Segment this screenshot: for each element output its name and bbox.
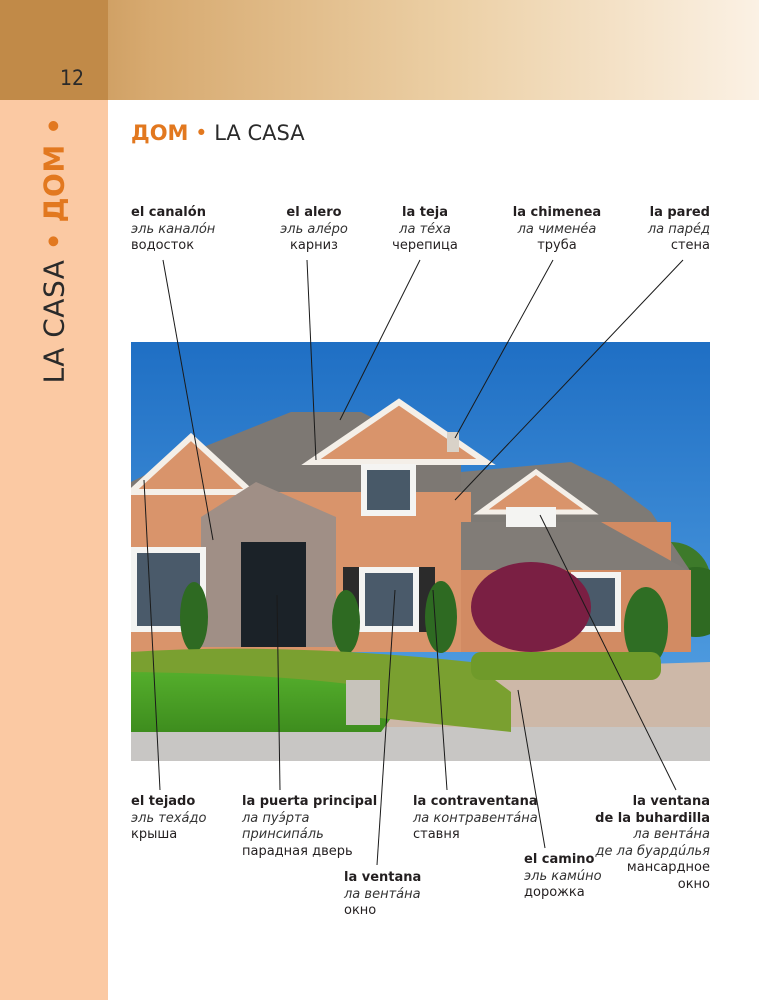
- section-title-es: LA CASA: [214, 121, 305, 145]
- leader-puerta: [277, 595, 280, 790]
- label-contraventana: la contraventana ла контравентáна ставня: [413, 794, 538, 842]
- side-title-separator: •: [37, 231, 71, 251]
- leader-alero: [307, 260, 316, 460]
- label-canalon: el canalón эль каналóн водосток: [131, 205, 216, 253]
- label-tejado: el tejado эль техáдо крыша: [131, 794, 207, 842]
- label-teja: la teja ла тéха черепица: [392, 205, 458, 253]
- leader-buhardilla: [540, 515, 676, 790]
- label-camino: el camino эль камúно дорожка: [524, 852, 602, 900]
- side-title-es: LA CASA: [37, 259, 71, 384]
- label-pared: la pared ла парéд стена: [647, 205, 710, 253]
- leader-contraventana: [433, 590, 447, 790]
- side-title-separator-2: •: [37, 116, 71, 135]
- label-ventana-buhardilla: la ventana de la buhardilla ла вентáна де ла буардúлья мансардное окно: [595, 794, 710, 892]
- leader-chimenea: [455, 260, 553, 438]
- label-chimenea: la chimenea ла чименéа труба: [512, 205, 602, 253]
- label-ventana: la ventana ла вентáна окно: [344, 870, 422, 918]
- label-alero: el alero эль алéро карниз: [280, 205, 348, 253]
- leader-tejado: [144, 480, 160, 790]
- section-title-ru: ДОМ: [131, 121, 189, 145]
- leader-teja: [340, 260, 420, 420]
- side-title-ru: ДОМ: [37, 144, 71, 223]
- label-puerta-principal: la puerta principal ла пуэ́рта принсипáль парадная дверь: [242, 794, 378, 859]
- section-title-separator: •: [195, 121, 208, 145]
- page-number: 12: [60, 66, 85, 90]
- leader-canalon: [163, 260, 213, 540]
- leader-pared: [455, 260, 683, 500]
